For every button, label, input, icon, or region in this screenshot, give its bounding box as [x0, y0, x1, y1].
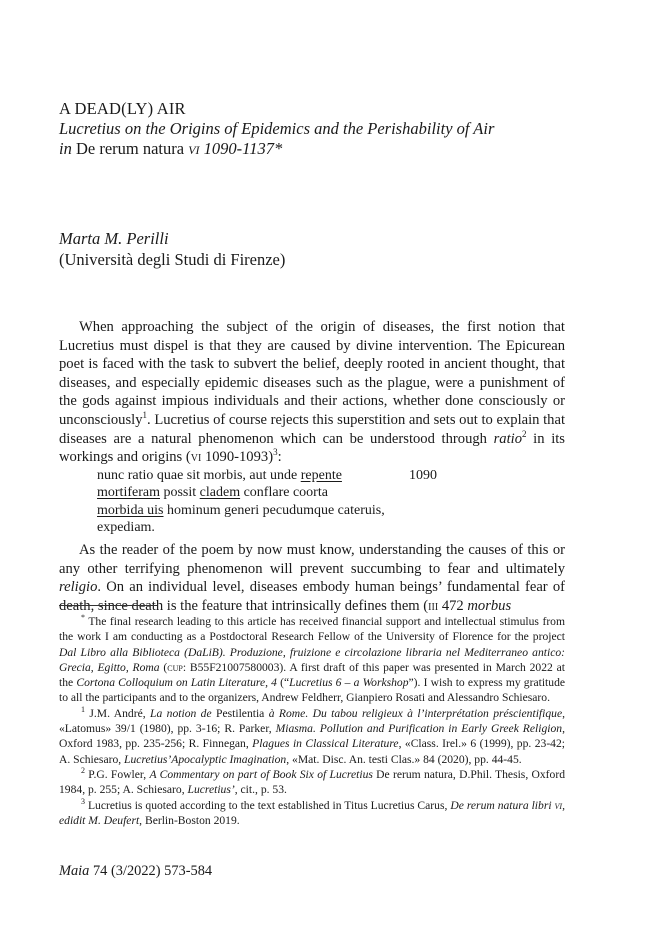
fn-star-workshop: Lucretius 6 – a Workshop: [289, 676, 409, 690]
footnote-star-mark: *: [81, 613, 85, 623]
fn3-title-1: De rerum natura libri: [450, 798, 552, 812]
article-header: [59, 99, 565, 159]
p1-text-b: . Lucretius of course rejects this superstition and sets out to explain that diseases are a natural phenomenon which can be understood through: [59, 411, 565, 447]
fn-star-text-d: (“: [276, 676, 290, 690]
fn-star-text-c: : B55F21007580003). A first draft of this paper was presented in March 2022 at the: [59, 660, 566, 690]
p2-text-b: . On an individual level, diseases embody human beings’ fundamental fear of death, since death is the feature that intrinsically defines them (: [59, 579, 565, 614]
fn1-text-b: , «Latomus» 39/1 (1980), pp. 3-16; R. Parker,: [59, 706, 566, 736]
verse-line-2: [97, 484, 517, 501]
p1-text-a: When approaching the subject of the origin of diseases, the first notion that Lucretius must dispel is that they are caused by divine intervention. The Epicurean poet is faced with the task to subvert the belief, deeply rooted in ancient thought, that diseases, and especially epidemic diseases such as the plague, were a punishment of the gods against impious individuals and their actions, whether done consciously or unconsciously: [59, 319, 565, 428]
journal-issue: 74 (3/2022) 573-584: [89, 863, 213, 879]
fn1-title-3: Plagues in Classical Literature: [252, 737, 399, 751]
p2-morbus: morbus: [467, 597, 512, 614]
footnote-2-mark: 2: [81, 766, 85, 776]
p1-ref-book: vi: [190, 449, 202, 466]
fn-star-text-b: (: [159, 660, 168, 674]
verse-2-underlined-1: mortiferam: [97, 485, 160, 501]
article-title: A DEAD(LY) AIR: [59, 99, 186, 118]
p2-religio: religio: [59, 579, 98, 596]
verse-line-3: [97, 502, 517, 519]
paragraph-1: [59, 318, 565, 467]
fn3-title-2: , edidit M. Deufert: [59, 798, 565, 827]
p2-ref-num: 472: [438, 597, 468, 614]
verse-line-number: 1090: [409, 468, 437, 483]
fn-star-text-e: ”). I wish to express my gratitude to all the participants and to the organizers, Andrew Feldherr, Gianpiero Rosati and Alessandro Schiesaro.: [59, 676, 566, 705]
verse-3-text: hominum generi pecudumque cateruis,: [163, 502, 385, 518]
fn2-text-b: De rerum natura, D.Phil. Thesis, Oxford 1984, p. 255; A. Schiesaro,: [59, 767, 565, 797]
fn-star-project: Dal Libro alla Biblioteca (DaLiB). Produzione, fruizione e circolazione libraria nel Mediterraneo antico: Grecia, Egitto, Roma: [59, 645, 565, 674]
footnote-ref-3: 3: [273, 447, 278, 458]
fn3-book: vi: [554, 798, 563, 812]
subtitle-footnote-mark: *: [273, 139, 283, 158]
p1-ref-lines: 1090-1093): [201, 449, 274, 466]
article-subtitle-line2: [59, 139, 565, 159]
verse-1-underlined: repente: [300, 468, 342, 483]
journal-name: Maia: [59, 863, 90, 879]
fn1-title-1: La notion de: [150, 706, 212, 720]
fn-star-cup: cup: [167, 660, 183, 674]
footnote-star: [59, 614, 565, 706]
subtitle-in: in: [59, 139, 72, 158]
author-affiliation: (Università degli Studi di Firenze): [59, 250, 286, 269]
subtitle-work: De rerum natura: [75, 139, 185, 158]
footnote-3: [59, 798, 565, 829]
fn3-text-a: Lucretius is quoted according to the text established in Titus Lucretius Carus,: [85, 798, 451, 812]
verse-line-1: [97, 467, 517, 484]
footnote-separator: [59, 605, 157, 606]
p1-ratio: ratio: [493, 430, 523, 447]
subtitle-lines: 1090-1137: [203, 139, 274, 158]
fn-star-text-a: The final research leading to this article has received financial support and intellectual stimulus from the work I am conducting as a Postdoctoral Research Fellow of the University of Florence for the project: [59, 615, 565, 644]
author-name: Marta M. Perilli: [59, 229, 169, 248]
journal-footer: [59, 863, 565, 880]
footnote-ref-2: 2: [522, 428, 527, 439]
fn-star-colloquium: Cortona Colloquium on Latin Literature, 4: [76, 676, 277, 690]
p1-text-c: in its workings and origins (: [59, 430, 565, 466]
footnote-ref-1: 1: [142, 410, 148, 421]
verse-2-underlined-2: cladem: [199, 485, 241, 501]
fn3-text-b: , Berlin-Boston 2019.: [139, 813, 240, 827]
footnote-2: [59, 767, 565, 798]
fn1-title-4: Lucretius’Apocalyptic Imagination: [124, 752, 287, 766]
footnote-1: [59, 706, 565, 767]
fn1-title-1c: à Rome. Du tabou religieux à l’interprétation préscientifique: [268, 706, 563, 720]
author-block: [59, 228, 565, 270]
fn1-text-a: J.M. André,: [85, 706, 151, 720]
footnote-1-mark: 1: [81, 704, 85, 714]
fn1-text-c: , Oxford 1983, pp. 235-256; R. Finnegan,: [59, 722, 565, 751]
article-subtitle-line1: Lucretius on the Origins of Epidemics and the Perishability of Air: [59, 119, 495, 138]
verse-3-underlined: morbida uis: [97, 502, 164, 518]
fn2-title-2: Lucretius’: [187, 783, 235, 797]
footnotes: [59, 614, 565, 828]
fn1-title-2: Miasma. Pollution and Purification in Early Greek Religion: [275, 722, 563, 736]
verse-2-text-b: conflare coorta: [240, 485, 328, 501]
fn2-text-a: P.G. Fowler,: [85, 767, 150, 781]
verse-line-4: expediam.: [97, 520, 155, 536]
fn2-text-c: , cit., p. 53.: [234, 783, 287, 797]
fn1-text-e: , «Mat. Disc. An. testi Clas.» 84 (2020), pp. 44-45.: [286, 752, 522, 766]
p2-ref-book: iii: [428, 597, 439, 614]
fn1-text-d: , «Class. Irel.» 6 (1999), pp. 23-42; A. Schiesaro,: [59, 737, 565, 766]
fn2-title-1: A Commentary on part of Book Six of Lucretius: [149, 767, 373, 781]
p1-text-d: :: [277, 449, 282, 466]
p2-text-a: As the reader of the poem by now must know, understanding the causes of this or any other terrifying phenomenon will prevent succumbing to fear and ultimately: [59, 542, 565, 577]
verse-quotation: [97, 467, 517, 537]
fn1-title-1b: Pestilentia: [211, 706, 269, 720]
footnote-3-mark: 3: [81, 796, 85, 806]
verse-1-text: nunc ratio quae sit morbis, aut unde: [97, 468, 301, 483]
subtitle-book: vi: [188, 139, 200, 158]
verse-2-text-a: possit: [159, 485, 200, 501]
